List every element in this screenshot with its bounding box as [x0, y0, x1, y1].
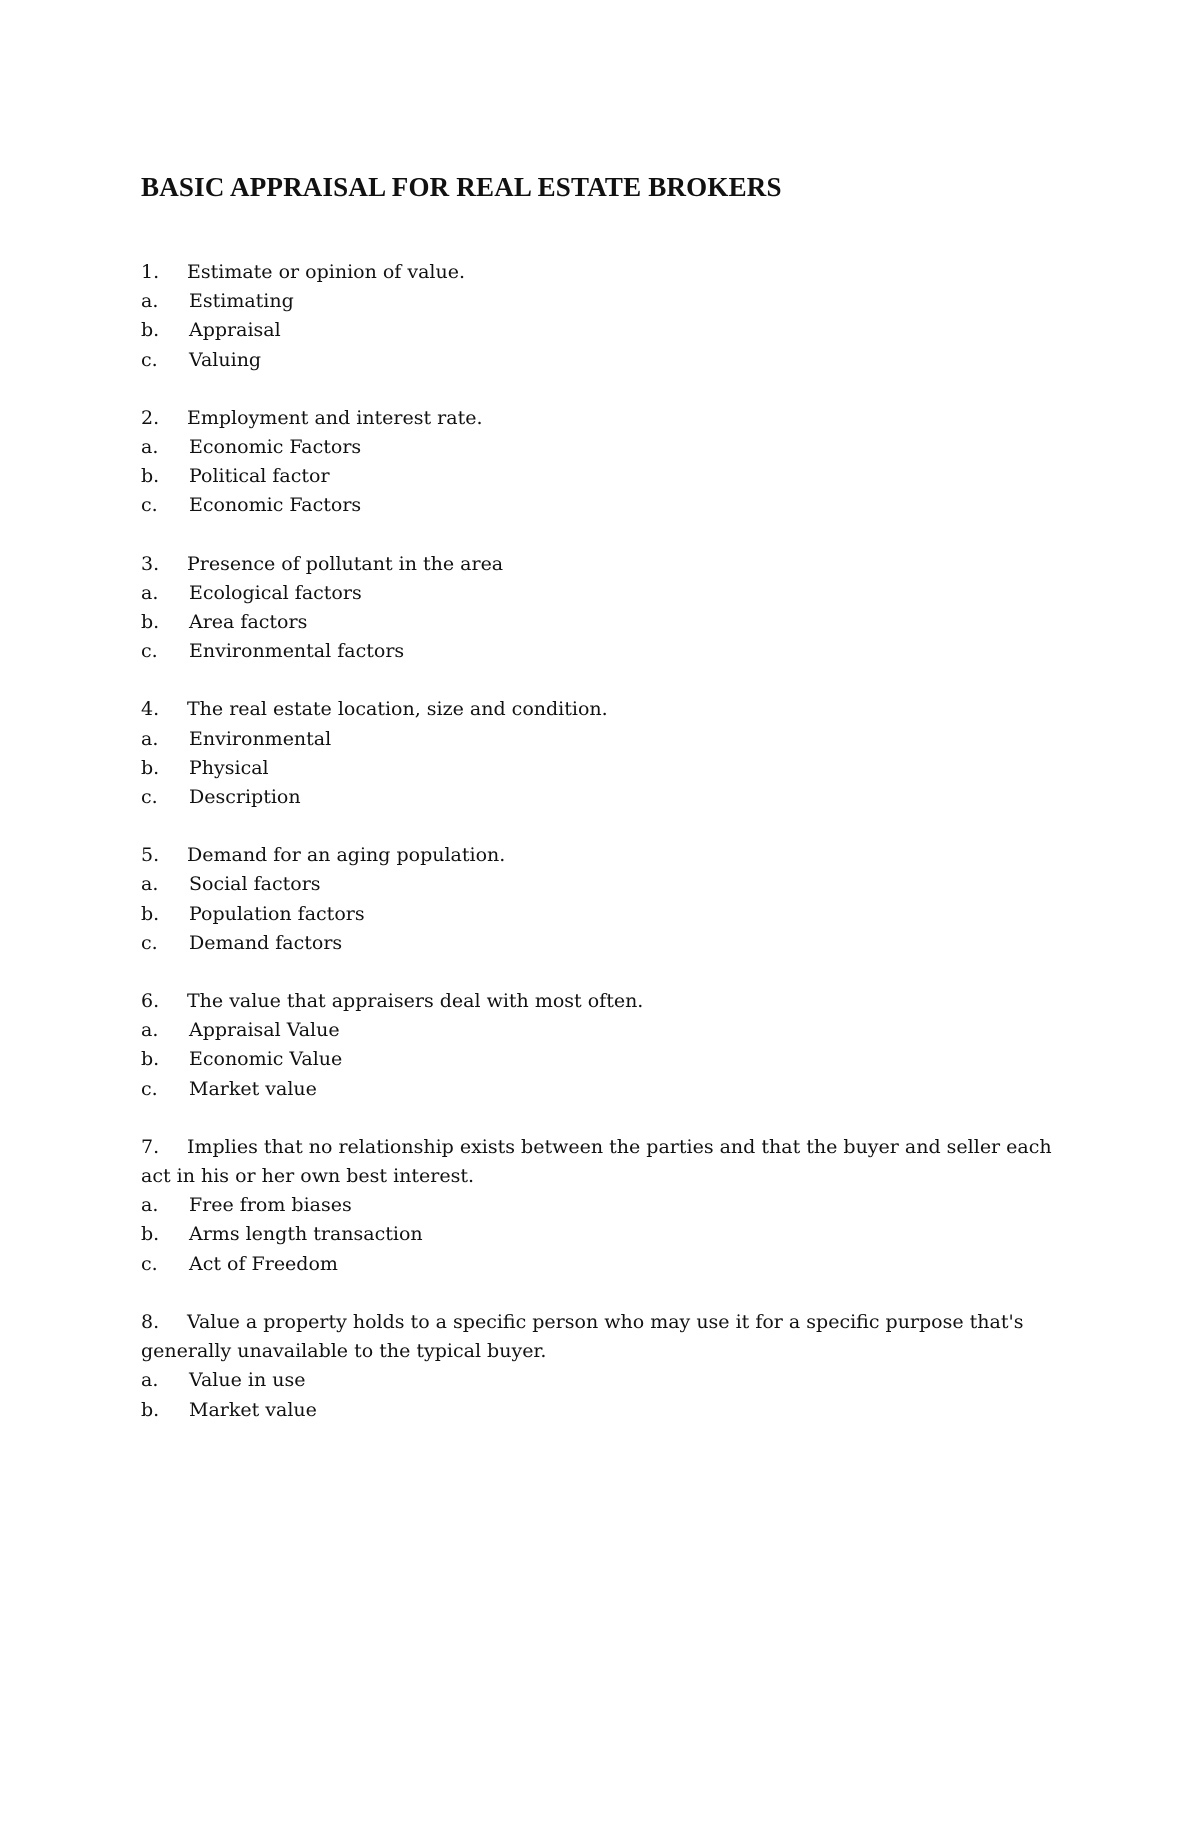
- answer-option: [141, 1075, 1071, 1104]
- question-stem: [141, 1133, 1071, 1191]
- option-letter: a.: [141, 1194, 159, 1217]
- question-8: [141, 1308, 1071, 1425]
- option-text: Act of Freedom: [189, 1252, 338, 1275]
- option-text: Physical: [189, 756, 269, 779]
- option-letter: c.: [141, 1252, 158, 1275]
- question-number: 1.: [141, 261, 160, 283]
- question-7: [141, 1133, 1071, 1279]
- option-letter: c.: [141, 640, 158, 663]
- question-text: The value that appraisers deal with most often.: [187, 990, 644, 1013]
- option-letter: b.: [141, 1398, 160, 1421]
- answer-option: [141, 870, 1071, 899]
- option-letter: a.: [141, 1369, 159, 1392]
- option-text: Environmental factors: [189, 640, 405, 663]
- option-letter: a.: [141, 1019, 159, 1042]
- answer-option: [141, 287, 1071, 316]
- option-letter: c.: [141, 931, 158, 954]
- answer-option: [141, 637, 1071, 666]
- question-stem: [141, 258, 1071, 287]
- option-text: Arms length transaction: [189, 1223, 423, 1246]
- question-stem: [141, 550, 1071, 579]
- answer-option: [141, 1250, 1071, 1279]
- answer-option: [141, 346, 1071, 375]
- question-1: [141, 258, 1071, 375]
- option-letter: b.: [141, 465, 160, 488]
- answer-option: [141, 608, 1071, 637]
- answer-option: [141, 462, 1071, 491]
- answer-option: [141, 929, 1071, 958]
- answer-option: [141, 491, 1071, 520]
- option-text: Appraisal Value: [189, 1019, 340, 1042]
- question-number: 4.: [141, 698, 160, 721]
- option-text: Environmental: [189, 727, 332, 750]
- question-number: 2.: [141, 406, 160, 429]
- answer-option: [141, 725, 1071, 754]
- option-letter: b.: [141, 902, 160, 925]
- question-text: Presence of pollutant in the area: [187, 552, 504, 575]
- question-stem: [141, 404, 1071, 433]
- answer-option: [141, 1220, 1071, 1249]
- option-text: Appraisal: [189, 319, 281, 342]
- question-text: Implies that no relationship exists between the parties and that the buyer and seller each act in his or her own best interest.: [141, 1135, 1052, 1188]
- question-stem: [141, 841, 1071, 870]
- option-letter: c.: [141, 786, 158, 809]
- answer-option: [141, 316, 1071, 345]
- option-text: Area factors: [189, 611, 308, 634]
- question-5: [141, 841, 1071, 958]
- option-text: Market value: [189, 1398, 317, 1421]
- option-letter: c.: [141, 1077, 158, 1100]
- option-letter: a.: [141, 581, 159, 604]
- option-text: Ecological factors: [189, 581, 362, 604]
- option-text: Description: [189, 786, 301, 809]
- question-text: Estimate or opinion of value.: [187, 261, 466, 283]
- question-number: 6.: [141, 990, 160, 1013]
- answer-option: [141, 900, 1071, 929]
- option-text: Free from biases: [189, 1194, 352, 1217]
- question-stem: [141, 987, 1071, 1016]
- option-letter: b.: [141, 756, 160, 779]
- question-number: 7.: [141, 1135, 160, 1158]
- option-letter: b.: [141, 319, 160, 342]
- option-text: Political factor: [189, 465, 330, 488]
- answer-option: [141, 783, 1071, 812]
- option-letter: c.: [141, 494, 158, 517]
- option-text: Economic Factors: [189, 494, 362, 517]
- option-text: Economic Value: [189, 1048, 343, 1071]
- question-number: 8.: [141, 1310, 160, 1333]
- question-stem: [141, 695, 1071, 724]
- question-stem: [141, 1308, 1071, 1366]
- option-text: Population factors: [189, 902, 365, 925]
- option-letter: b.: [141, 611, 160, 634]
- option-letter: c.: [141, 348, 158, 371]
- question-text: The real estate location, size and condition.: [187, 698, 608, 721]
- answer-option: [141, 579, 1071, 608]
- question-text: Demand for an aging population.: [187, 844, 506, 867]
- question-number: 3.: [141, 552, 160, 575]
- answer-option: [141, 1396, 1071, 1425]
- option-letter: a.: [141, 727, 159, 750]
- answer-option: [141, 1016, 1071, 1045]
- question-list: [141, 258, 1071, 1454]
- answer-option: [141, 754, 1071, 783]
- option-letter: a.: [141, 436, 159, 459]
- option-letter: b.: [141, 1223, 160, 1246]
- option-text: Social factors: [189, 873, 321, 896]
- option-text: Demand factors: [189, 931, 343, 954]
- question-2: [141, 404, 1071, 521]
- question-3: [141, 550, 1071, 667]
- question-text: Value a property holds to a specific person who may use it for a specific purpose that's generally unavailable to the typical buyer.: [141, 1310, 1024, 1363]
- answer-option: [141, 1045, 1071, 1074]
- option-letter: a.: [141, 873, 159, 896]
- option-text: Valuing: [189, 348, 262, 371]
- question-text: Employment and interest rate.: [187, 406, 483, 429]
- page-title: BASIC APPRAISAL FOR REAL ESTATE BROKERS: [141, 172, 782, 202]
- answer-option: [141, 1191, 1071, 1220]
- option-text: Value in use: [189, 1369, 306, 1392]
- question-6: [141, 987, 1071, 1104]
- question-number: 5.: [141, 844, 160, 867]
- answer-option: [141, 1366, 1071, 1395]
- option-text: Economic Factors: [189, 436, 362, 459]
- answer-option: [141, 433, 1071, 462]
- option-text: Estimating: [189, 290, 294, 313]
- option-text: Market value: [189, 1077, 317, 1100]
- option-letter: a.: [141, 290, 159, 313]
- option-letter: b.: [141, 1048, 160, 1071]
- question-4: [141, 695, 1071, 812]
